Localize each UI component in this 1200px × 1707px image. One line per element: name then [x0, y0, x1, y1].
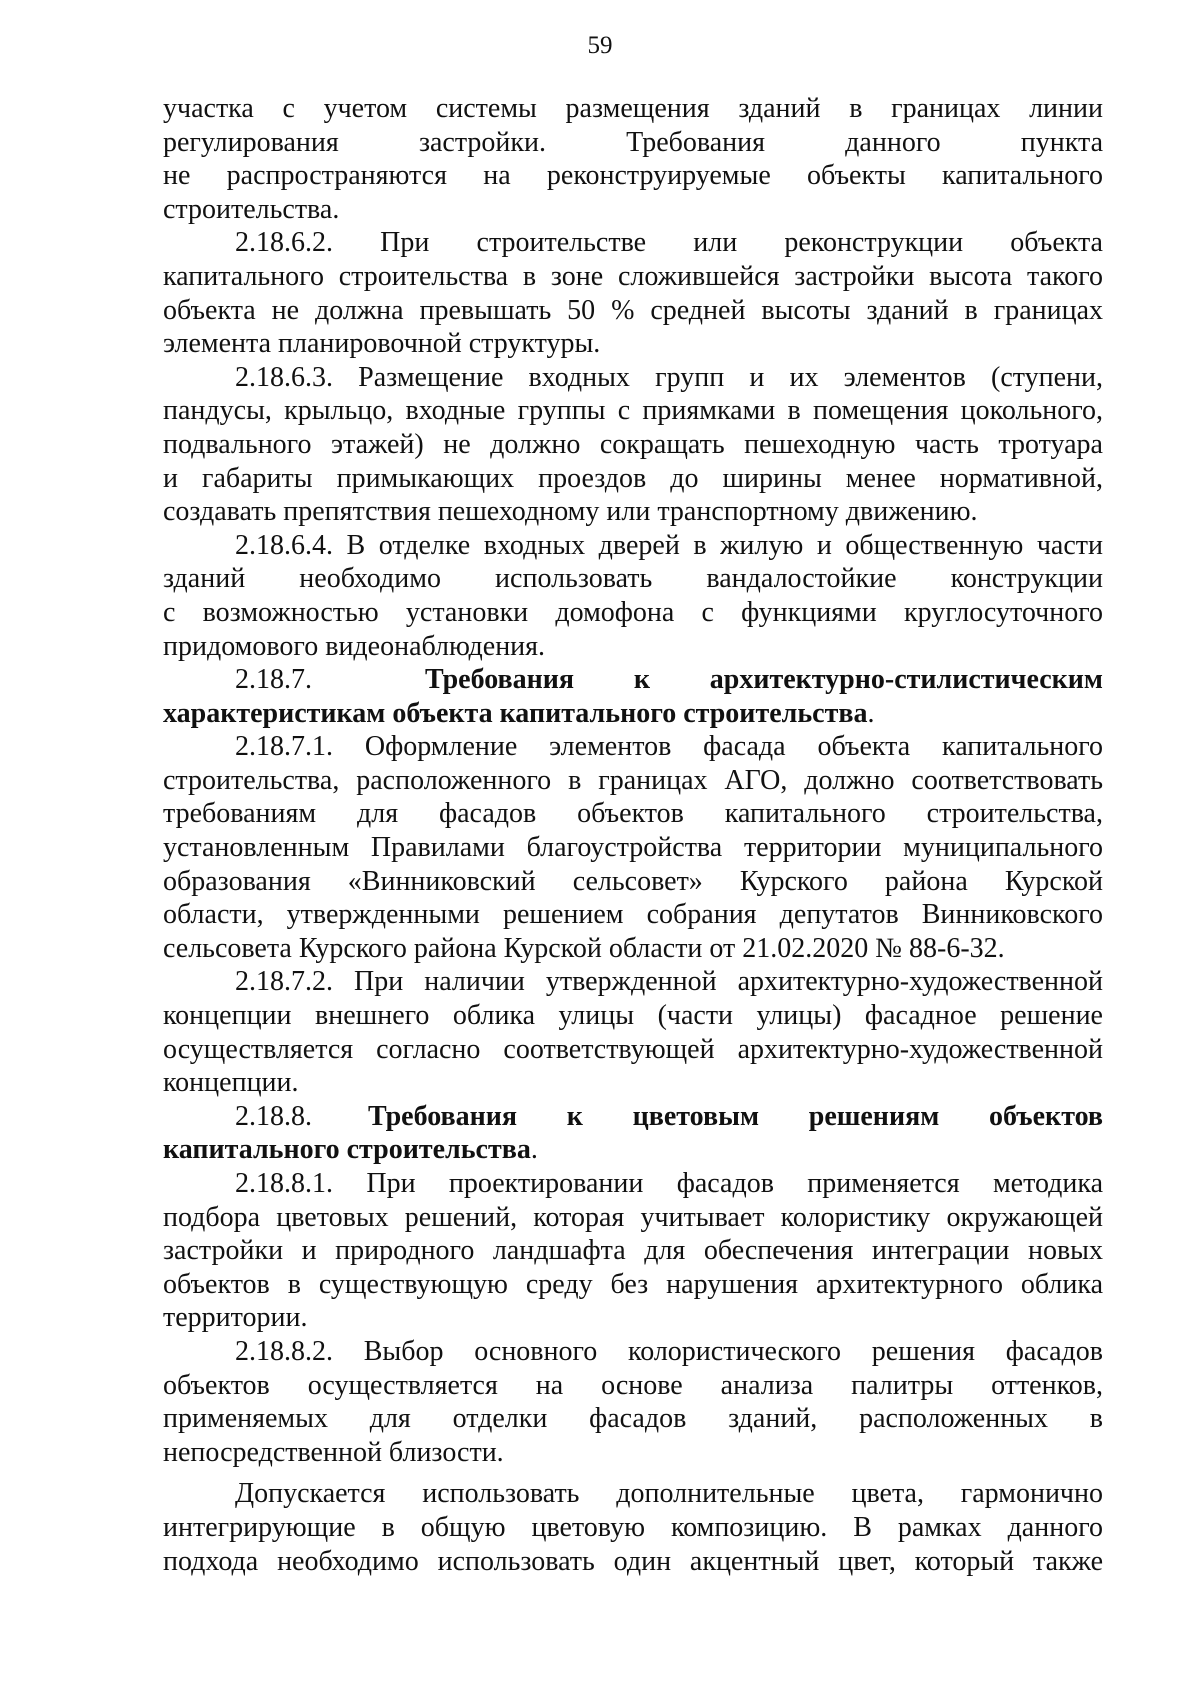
text-line: не распространяются на реконструируемые объекты капитального [163, 160, 1103, 192]
text-line: требованиям для фасадов объектов капитального строительства, [163, 798, 1103, 830]
text-line: применяемых для отделки фасадов зданий, расположенных в [163, 1403, 1103, 1435]
text-line: подхода необходимо использовать один акцентный цвет, который также [163, 1545, 1103, 1577]
text-line: 2.18.8.2. Выбор основного колористического решения фасадов [235, 1335, 1103, 1367]
text-line: 2.18.6.2. При строительстве или реконструкции объекта [235, 227, 1103, 259]
text-line: установленным Правилами благоустройства территории муниципального [163, 832, 1103, 864]
text-line: сельсовета Курского района Курской области от 21.02.2020 № 88-6-32. [163, 932, 1005, 964]
text-line: территории. [163, 1302, 308, 1334]
section-heading-line [163, 663, 1103, 697]
document-body [163, 92, 1103, 1578]
text-line: 2.18.7.2. При наличии утвержденной архитектурно-художественной [235, 966, 1103, 998]
text-line: концепции. [163, 1067, 299, 1099]
text-line: застройки и природного ландшафта для обеспечения интеграции новых [163, 1235, 1103, 1267]
text-line: 2.18.7.1. Оформление элементов фасада объекта капитального [235, 731, 1103, 763]
section-heading-line [163, 1133, 1103, 1167]
text-line: Допускается использовать дополнительные цвета, гармонично [235, 1478, 1103, 1510]
text-line: 2.18.6.3. Размещение входных групп и их элементов (ступени, [235, 361, 1103, 393]
text-line: 2.18.6.4. В отделке входных дверей в жилую и общественную части [235, 529, 1103, 561]
text-line: непосредственной близости. [163, 1436, 504, 1468]
text-line: подбора цветовых решений, которая учитывает колористику окружающей [163, 1201, 1103, 1233]
heading-period: . [867, 697, 875, 729]
section-number: 2.18.8. [235, 1100, 312, 1132]
section-heading-line [163, 697, 1103, 731]
text-line: объектов в существующую среду без нарушения архитектурного облика [163, 1268, 1103, 1300]
text-line: пандусы, крыльцо, входные группы с приямками в помещения цокольного, [163, 395, 1103, 427]
text-line: 2.18.8.1. При проектировании фасадов применяется методика [235, 1168, 1103, 1199]
text-line: подвального этажей) не должно сокращать пешеходную часть тротуара [163, 428, 1103, 460]
text-line: объекта не должна превышать 50 % средней высоты зданий в границах [163, 294, 1103, 326]
section-number: 2.18.7. [235, 664, 312, 696]
text-line: строительства, расположенного в границах АГО, должно соответствовать [163, 764, 1103, 796]
text-line: с возможностью установки домофона с функциями круглосуточного [163, 596, 1103, 628]
text-line: строительства. [163, 193, 340, 225]
text-line: создавать препятствия пешеходному или транспортному движению. [163, 496, 978, 528]
text-line: образования «Винниковский сельсовет» Курского района Курской [163, 865, 1103, 897]
section-heading-text: капитального строительства [163, 1134, 531, 1166]
text-line: концепции внешнего облика улицы (части улицы) фасадное решение [163, 1000, 1103, 1032]
section-heading-text: характеристикам объекта капитального строительства [163, 697, 868, 729]
text-line: регулирования застройки. Требования данного пункта [163, 126, 1103, 158]
text-line: области, утвержденными решением собрания депутатов Винниковского [163, 899, 1103, 931]
text-line: интегрирующие в общую цветовую композицию. В рамках данного [163, 1511, 1103, 1543]
section-heading-text: Требования к цветовым решениям объектов [368, 1100, 1103, 1132]
text-line: капитального строительства в зоне сложившейся застройки высота такого [163, 260, 1103, 292]
text-line: придомового видеонаблюдения. [163, 630, 546, 662]
text-line: элемента планировочной структуры. [163, 328, 601, 360]
text-line: и габариты примыкающих проездов до ширины менее нормативной, [163, 462, 1103, 494]
text-line: участка с учетом системы размещения зданий в границах линии [163, 93, 1103, 124]
paragraph-spacer [163, 1469, 1103, 1477]
text-line: осуществляется согласно соответствующей архитектурно-художественной [163, 1033, 1103, 1065]
text-line: объектов осуществляется на основе анализа палитры оттенков, [163, 1369, 1103, 1401]
section-heading-text: Требования к архитектурно-стилистическим [425, 664, 1103, 696]
page-number: 59 [587, 32, 613, 59]
heading-period: . [530, 1134, 538, 1166]
section-heading-line [163, 1100, 1103, 1134]
text-line: зданий необходимо использовать вандалостойкие конструкции [163, 563, 1103, 595]
